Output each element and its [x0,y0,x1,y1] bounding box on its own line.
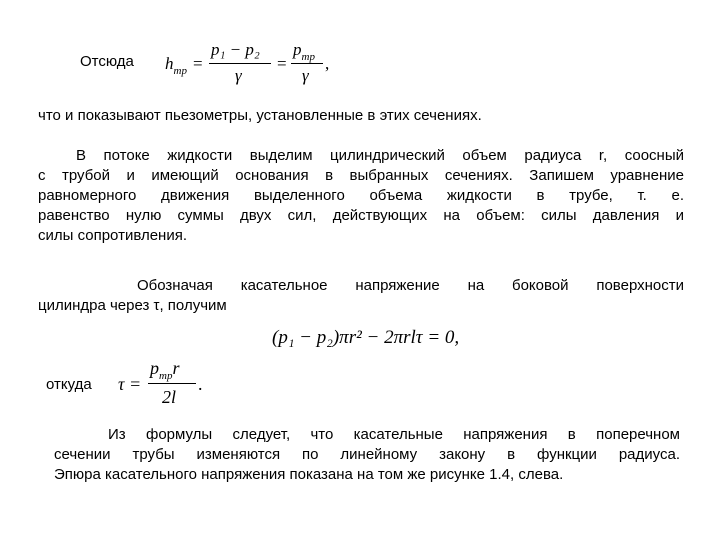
equals-sign-2: = [277,54,287,73]
formula-force-balance: (p₁ − p₂)πr² − 2πrlτ = 0, [272,327,460,348]
paragraph-1-line: В потоке жидкости выделим цилиндрический объем радиуса r, соосный [76,147,684,164]
paragraph-3-line: Эпюра касательного напряжения показана на том же рисунке 1.4, слева. [54,466,564,483]
tau-period: . [198,374,203,394]
paragraph-2-line: Обозначая касательное напряжение на боковой поверхности [137,277,684,294]
paragraph-1-line: равномерного движения выделенного объема жидкости в трубе, т. е. [38,187,684,204]
paragraph-1-line: равенство нулю суммы двух сил, действующих на объем: силы давления и [38,207,684,224]
tau-denominator: 2l [162,387,177,407]
formula-head-loss [165,40,335,92]
line-after-formula1: что и показывают пьезометры, установленные в этих сечениях. [38,107,482,124]
paragraph-2 [38,276,684,316]
paragraph-3-line: Из формулы следует, что касательные напряжения в поперечном [108,426,680,443]
num2-symbol: p [293,40,302,59]
paragraph-3 [54,425,680,485]
paragraph-2-line: цилиндра через τ, получим [38,297,227,314]
paragraph-1-line: с трубой и имеющий основания в выбранных сечениях. Запишем уравнение [38,167,684,184]
fraction2-numerator [293,40,315,63]
paragraph-3-line: сечении трубы изменяются по линейному закону в функции радиуса. [54,446,680,463]
paragraph-1 [38,146,684,246]
tau-fraction-bar [148,383,196,384]
paragraph-1-line: силы сопротивления. [38,227,187,244]
fraction2-bar [291,63,323,64]
fraction1-bar [209,63,271,64]
lhs-subscript: тр [173,65,187,77]
tau-num-symbol: p [150,358,159,378]
fraction1-denominator: γ [235,66,242,85]
intro-word: Отсюда [80,53,134,70]
formula1-comma: , [325,54,330,73]
fraction2-denominator: γ [302,66,309,85]
tau-numerator [150,358,180,382]
num2-subscript: тр [301,51,315,63]
otkuda-word: откуда [46,376,92,393]
formula-tau [118,358,218,414]
lhs-symbol: h [165,54,174,73]
tau-num-subscript: тр [159,370,173,382]
formula-lhs [165,54,187,77]
equals-sign: = [193,54,203,73]
tau-lhs: τ = [118,374,142,394]
tau-num-radius: r [172,358,180,378]
fraction1-numerator: p₁ − p₂ [211,40,260,59]
